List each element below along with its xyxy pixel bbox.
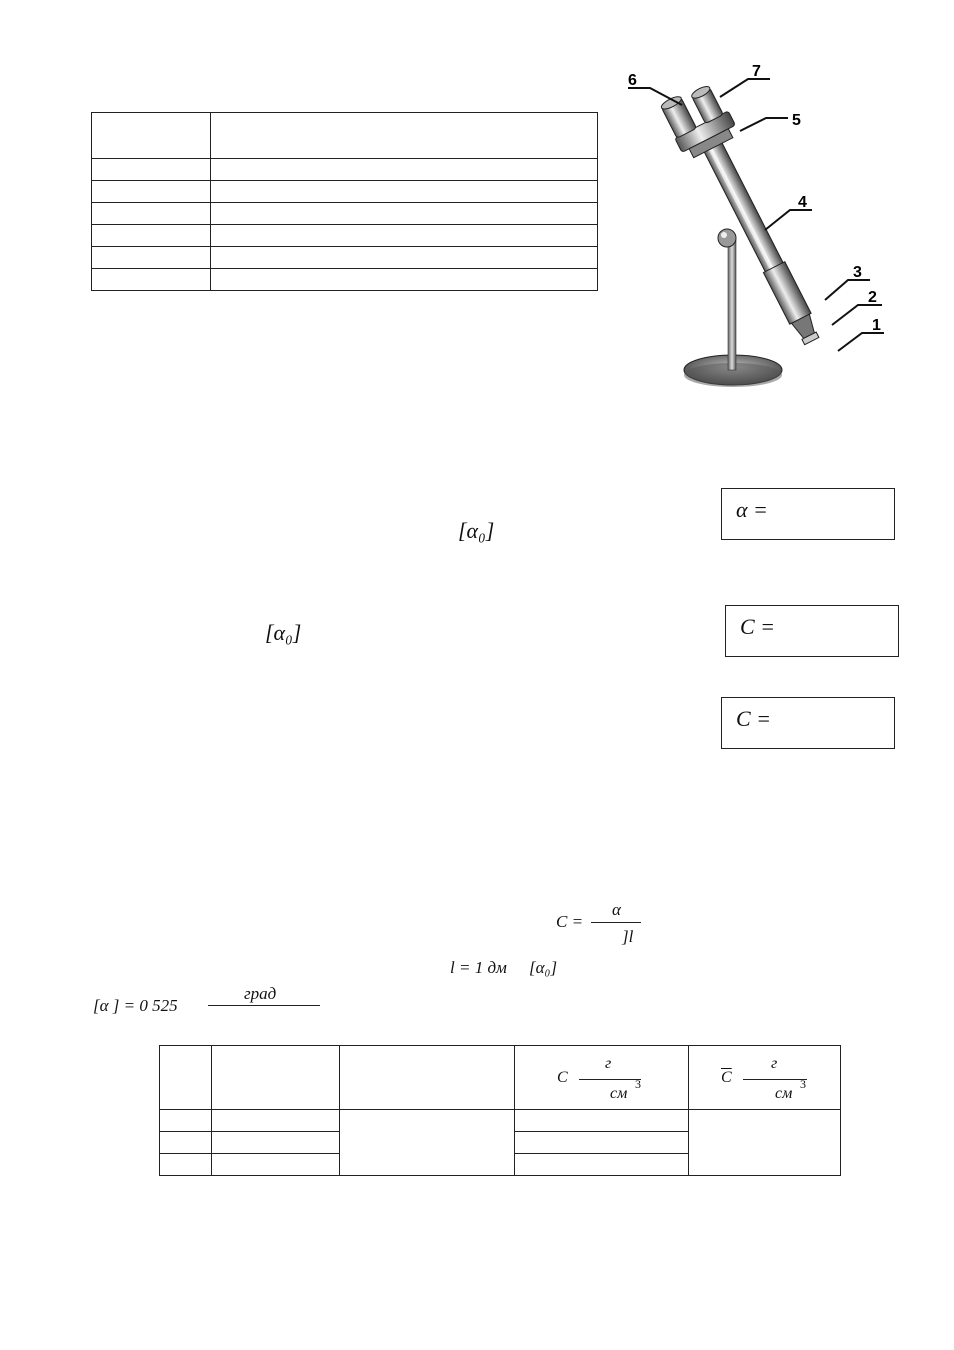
part-number-6: 6 xyxy=(628,72,637,89)
table-cell xyxy=(515,1132,689,1154)
specific-rotation-symbol-2: [α₀] xyxy=(265,620,302,645)
header-var: $\overline{C}$ xyxy=(721,1068,732,1086)
table-cell xyxy=(211,159,598,181)
table-header-cell xyxy=(160,1046,212,1110)
part-number-2: 2 xyxy=(868,289,877,306)
formula-lhs: C = xyxy=(556,912,584,931)
formula-denominator: ]l xyxy=(622,927,634,946)
header-var: C xyxy=(557,1068,568,1086)
table-cell xyxy=(160,1154,212,1176)
analyzer-sleeve xyxy=(763,262,811,325)
header-exp: 3 xyxy=(635,1076,641,1091)
specific-rotation-value: [α ] = 0 525 xyxy=(93,996,178,1015)
table-cell xyxy=(92,159,211,181)
specific-rotation-symbol-3: [α₀] xyxy=(529,958,558,977)
table-cell xyxy=(92,225,211,247)
table-cell xyxy=(211,269,598,291)
polarimeter-figure xyxy=(600,55,900,400)
table-cell-merged xyxy=(340,1110,515,1176)
table-cell xyxy=(515,1110,689,1132)
table-cell xyxy=(212,1132,340,1154)
answer-box-concentration-1[interactable] xyxy=(725,605,899,657)
concentration-formula xyxy=(556,900,656,950)
header-den: см xyxy=(610,1084,628,1102)
top-table xyxy=(91,112,598,291)
part-number-5: 5 xyxy=(792,112,801,129)
table-cell xyxy=(92,247,211,269)
tube-length: l = 1 дм xyxy=(450,958,507,977)
specific-rotation-symbol-1: [α₀] xyxy=(458,518,495,543)
results-table xyxy=(159,1045,841,1176)
formula-numerator: α xyxy=(612,900,621,919)
table-cell xyxy=(92,203,211,225)
stand-rod xyxy=(728,240,736,370)
header-mean-concentration xyxy=(689,1046,841,1110)
answer-box-label: C = xyxy=(736,706,772,731)
header-den: см xyxy=(775,1084,793,1102)
answer-box-concentration-2[interactable] xyxy=(721,697,895,749)
table-cell xyxy=(160,1110,212,1132)
table-cell xyxy=(211,247,598,269)
answer-box-label: α = xyxy=(736,497,768,522)
table-header-cell xyxy=(212,1046,340,1110)
table-cell xyxy=(92,181,211,203)
table-cell xyxy=(211,203,598,225)
table-cell xyxy=(92,269,211,291)
header-concentration xyxy=(515,1046,689,1110)
answer-box-alpha[interactable] xyxy=(721,488,895,540)
answer-box-label: C = xyxy=(740,614,776,639)
header-num: г xyxy=(771,1054,778,1072)
table-cell xyxy=(211,225,598,247)
header-num: г xyxy=(605,1054,612,1072)
table-cell xyxy=(160,1132,212,1154)
part-number-1: 1 xyxy=(872,317,881,334)
table-cell-merged xyxy=(689,1110,841,1176)
table-cell xyxy=(211,113,598,159)
table-cell xyxy=(211,181,598,203)
table-cell xyxy=(212,1110,340,1132)
part-number-4: 4 xyxy=(798,194,807,211)
part-number-7: 7 xyxy=(752,63,761,80)
table-cell xyxy=(515,1154,689,1176)
header-exp: 3 xyxy=(800,1076,806,1091)
table-header-cell xyxy=(340,1046,515,1110)
part-number-3: 3 xyxy=(853,264,862,281)
table-cell xyxy=(92,113,211,159)
table-cell xyxy=(212,1154,340,1176)
ball-joint xyxy=(718,229,736,247)
specific-rotation-unit: град xyxy=(244,984,277,1003)
